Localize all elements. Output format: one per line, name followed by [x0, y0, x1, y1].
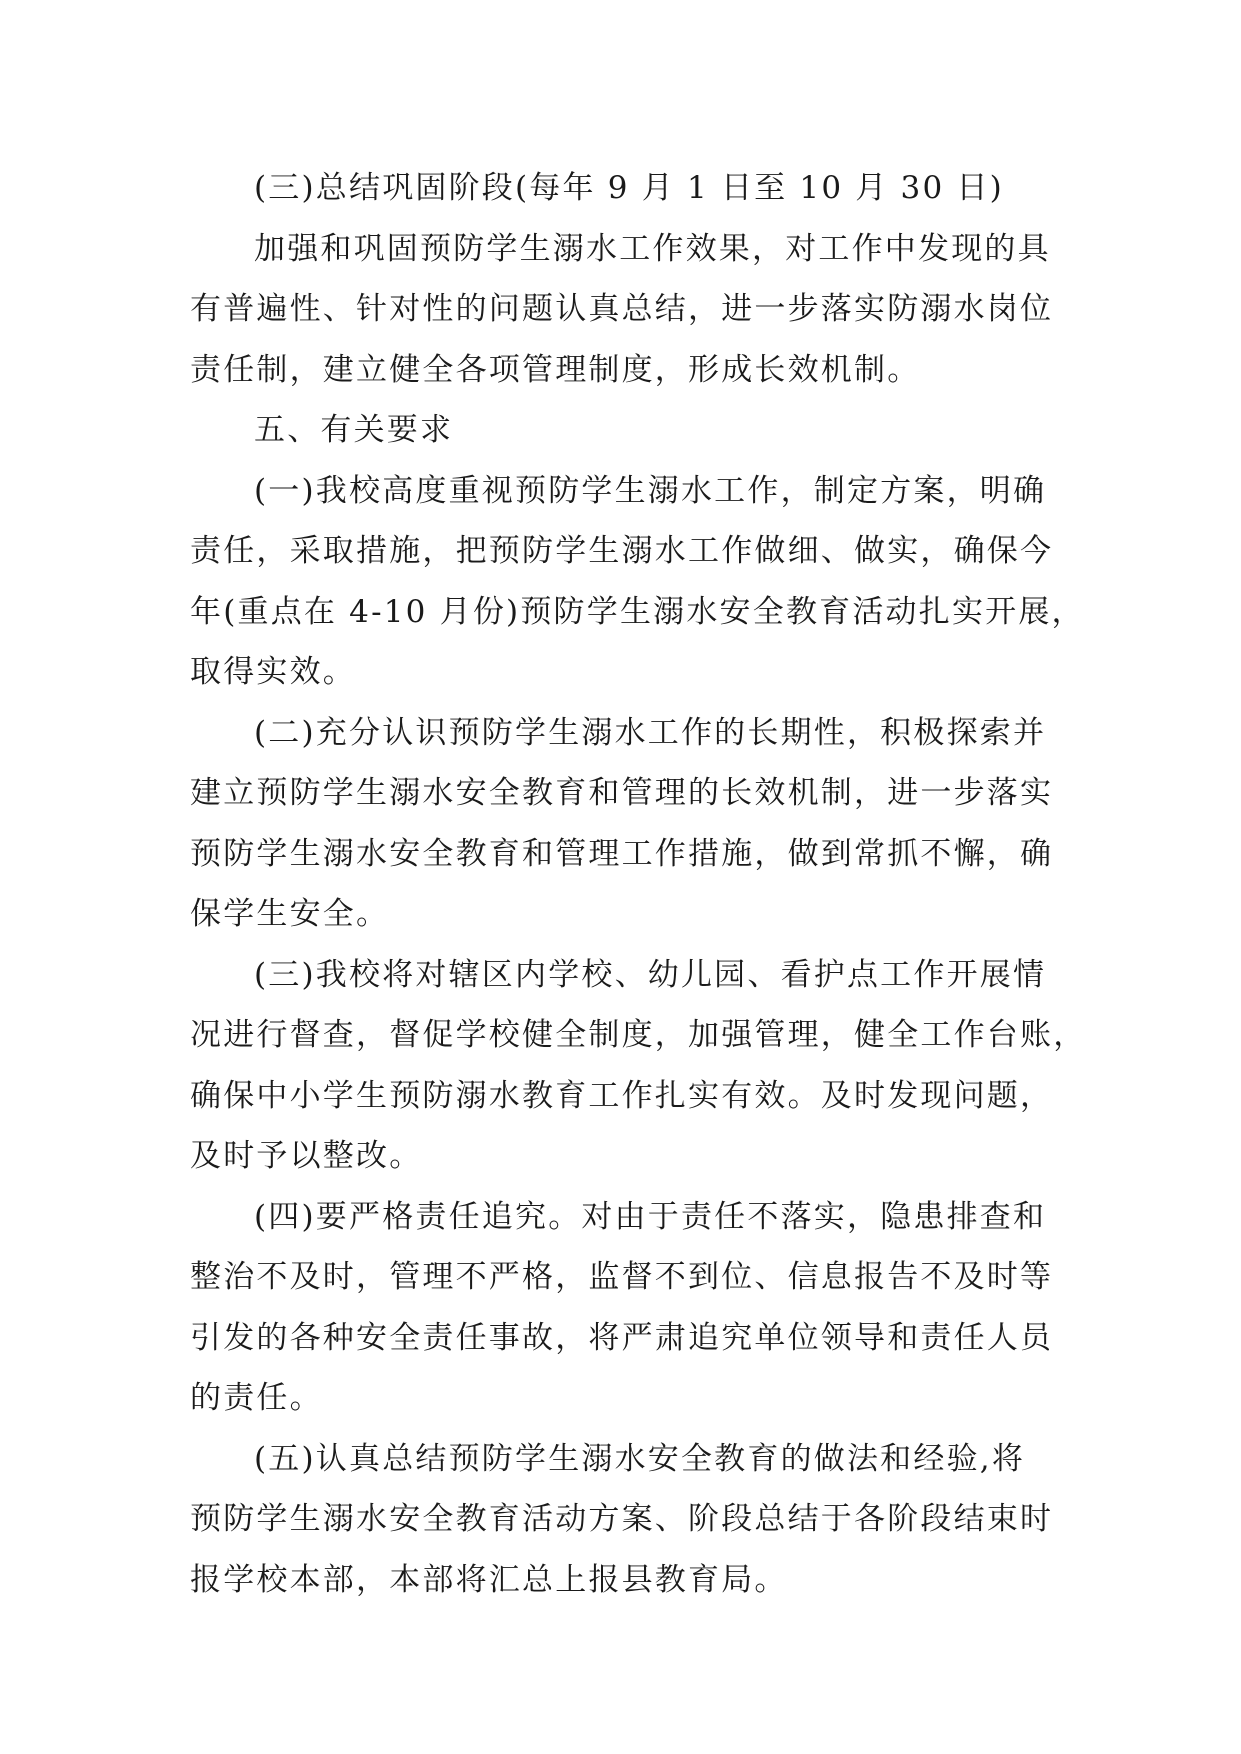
paragraph-line: 责任，采取措施，把预防学生溺水工作做细、做实，确保今	[190, 533, 1054, 569]
paragraph-line: 取得实效。	[190, 654, 356, 690]
paragraph-line: 报学校本部，本部将汇总上报县教育局。	[190, 1561, 788, 1598]
paragraph-line: 预防学生溺水安全教育活动方案、阶段总结于各阶段结束时	[190, 1501, 1054, 1537]
paragraph-line: (五)认真总结预防学生溺水安全教育的做法和经验,将	[254, 1440, 1026, 1477]
section-heading-requirements: 五、有关要求	[254, 412, 454, 448]
paragraph-line: (二)充分认识预防学生溺水工作的长期性，积极探索并	[254, 714, 1047, 751]
paragraph-line: 确保中小学生预防溺水教育工作扎实有效。及时发现问题，	[190, 1077, 1054, 1114]
paragraph-line: 整治不及时，管理不严格，监督不到位、信息报告不及时等	[190, 1259, 1054, 1295]
paragraph-line: (一)我校高度重视预防学生溺水工作，制定方案，明确	[254, 472, 1047, 509]
paragraph-line: 的责任。	[190, 1380, 323, 1416]
paragraph-line: 保学生安全。	[190, 896, 390, 932]
paragraph-line: 加强和巩固预防学生溺水工作效果，对工作中发现的具	[254, 230, 1051, 267]
paragraph-line: 建立预防学生溺水安全教育和管理的长效机制，进一步落实	[190, 775, 1054, 811]
paragraph-line: 引发的各种安全责任事故，将严肃追究单位领导和责任人员	[190, 1319, 1054, 1356]
paragraph-line: 责任制，建立健全各项管理制度，形成长效机制。	[190, 351, 921, 388]
paragraph-line: (四)要严格责任追究。对由于责任不落实，隐患排查和	[254, 1198, 1047, 1235]
paragraph-line: 预防学生溺水安全教育和管理工作措施，做到常抓不懈，确	[190, 835, 1054, 872]
paragraph-line: 况进行督查，督促学校健全制度，加强管理，健全工作台账，	[190, 1017, 1087, 1053]
paragraph-line: 年(重点在 4-10 月份)预防学生溺水安全教育活动扎实开展，	[190, 593, 1085, 630]
subsection-heading-summary-phase: (三)总结巩固阶段(每年 9 月 1 日至 10 月 30 日)	[254, 170, 1004, 206]
document-body	[190, 158, 1087, 1610]
paragraph-line: (三)我校将对辖区内学校、幼儿园、看护点工作开展情	[254, 956, 1047, 993]
paragraph-line: 及时予以整改。	[190, 1138, 423, 1174]
paragraph-line: 有普遍性、针对性的问题认真总结，进一步落实防溺水岗位	[190, 291, 1054, 327]
